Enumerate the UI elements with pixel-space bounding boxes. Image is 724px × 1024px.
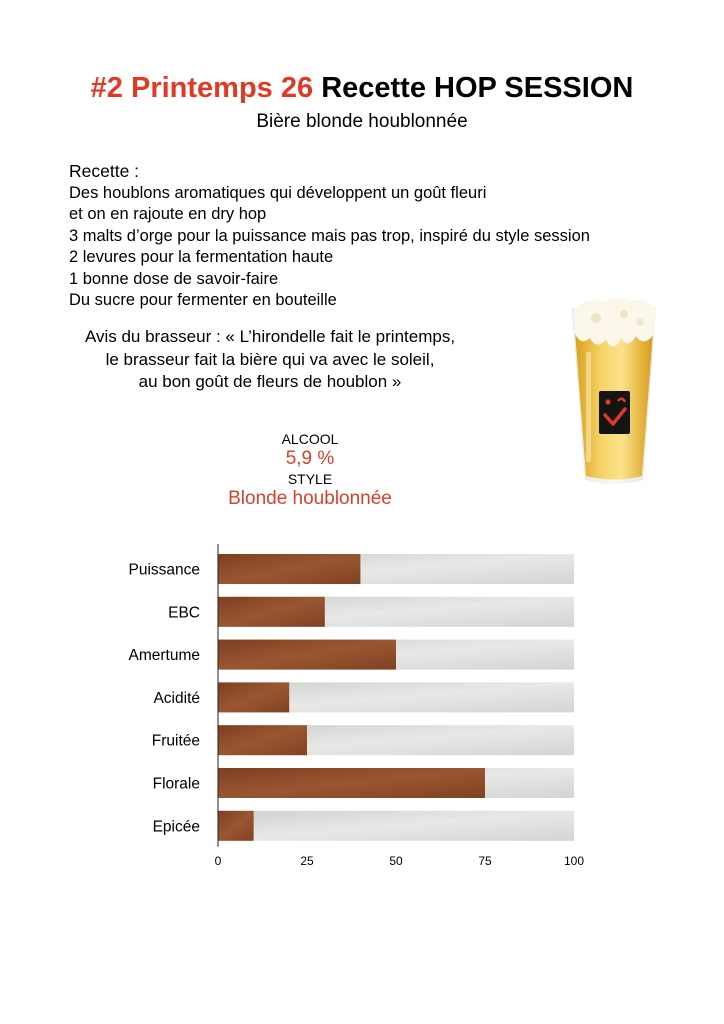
x-tick-label: 75 bbox=[478, 853, 492, 868]
page-title bbox=[0, 72, 724, 105]
category-label: Amertume bbox=[128, 647, 200, 665]
recipe-heading: Recette : bbox=[69, 161, 140, 181]
flavor-bar-chart bbox=[0, 540, 724, 880]
recipe-line: et on en rajoute en dry hop bbox=[69, 205, 267, 223]
alcohol-value: 5,9 % bbox=[285, 448, 335, 469]
bar bbox=[218, 768, 485, 798]
category-label: Epicée bbox=[152, 818, 200, 836]
bar bbox=[218, 640, 396, 670]
recipe-section bbox=[69, 161, 590, 312]
recipe-line: 2 levures pour la fermentation haute bbox=[69, 248, 334, 266]
category-label: Puissance bbox=[128, 561, 200, 579]
style-label: STYLE bbox=[287, 471, 333, 487]
bar bbox=[218, 597, 325, 627]
recipe-line: 1 bonne dose de savoir-faire bbox=[69, 269, 279, 288]
x-tick-label: 0 bbox=[214, 853, 222, 868]
bar bbox=[218, 682, 289, 712]
category-label: Fruitée bbox=[151, 732, 200, 750]
category-label: Acidité bbox=[153, 689, 200, 707]
x-tick-label: 25 bbox=[300, 853, 314, 868]
edition-title: #2 Printemps 26 bbox=[90, 72, 314, 104]
recipe-line: 3 malts d’orge pour la puissance mais pas trop, inspiré du style session bbox=[69, 226, 590, 245]
recipe-line: Du sucre pour fermenter en bouteille bbox=[69, 291, 337, 309]
style-value: Blonde houblonnée bbox=[228, 488, 392, 509]
brewer-opinion bbox=[60, 326, 480, 394]
bar bbox=[218, 725, 307, 755]
brewery-logo bbox=[599, 391, 630, 434]
page-subtitle: Bière blonde houblonnée bbox=[256, 111, 468, 132]
x-tick-label: 50 bbox=[389, 853, 403, 868]
bar bbox=[218, 554, 360, 584]
recipe-title: Recette HOP SESSION bbox=[321, 72, 634, 104]
alcohol-label: ALCOOL bbox=[281, 431, 339, 447]
bar bbox=[218, 811, 254, 841]
beer-glass-image bbox=[566, 292, 662, 492]
bar-track bbox=[218, 811, 574, 841]
category-label: EBC bbox=[168, 604, 200, 622]
opinion-line: Avis du brasseur : « L’hirondelle fait le printemps, bbox=[84, 327, 456, 346]
beer-specs bbox=[160, 430, 460, 510]
x-tick-label: 100 bbox=[563, 853, 585, 868]
opinion-line: au bon goût de fleurs de houblon » bbox=[138, 372, 402, 391]
category-label: Florale bbox=[152, 775, 200, 793]
opinion-line: le brasseur fait la bière qui va avec le soleil, bbox=[105, 349, 435, 369]
recipe-line: Des houblons aromatiques qui développent un goût fleuri bbox=[69, 183, 487, 202]
